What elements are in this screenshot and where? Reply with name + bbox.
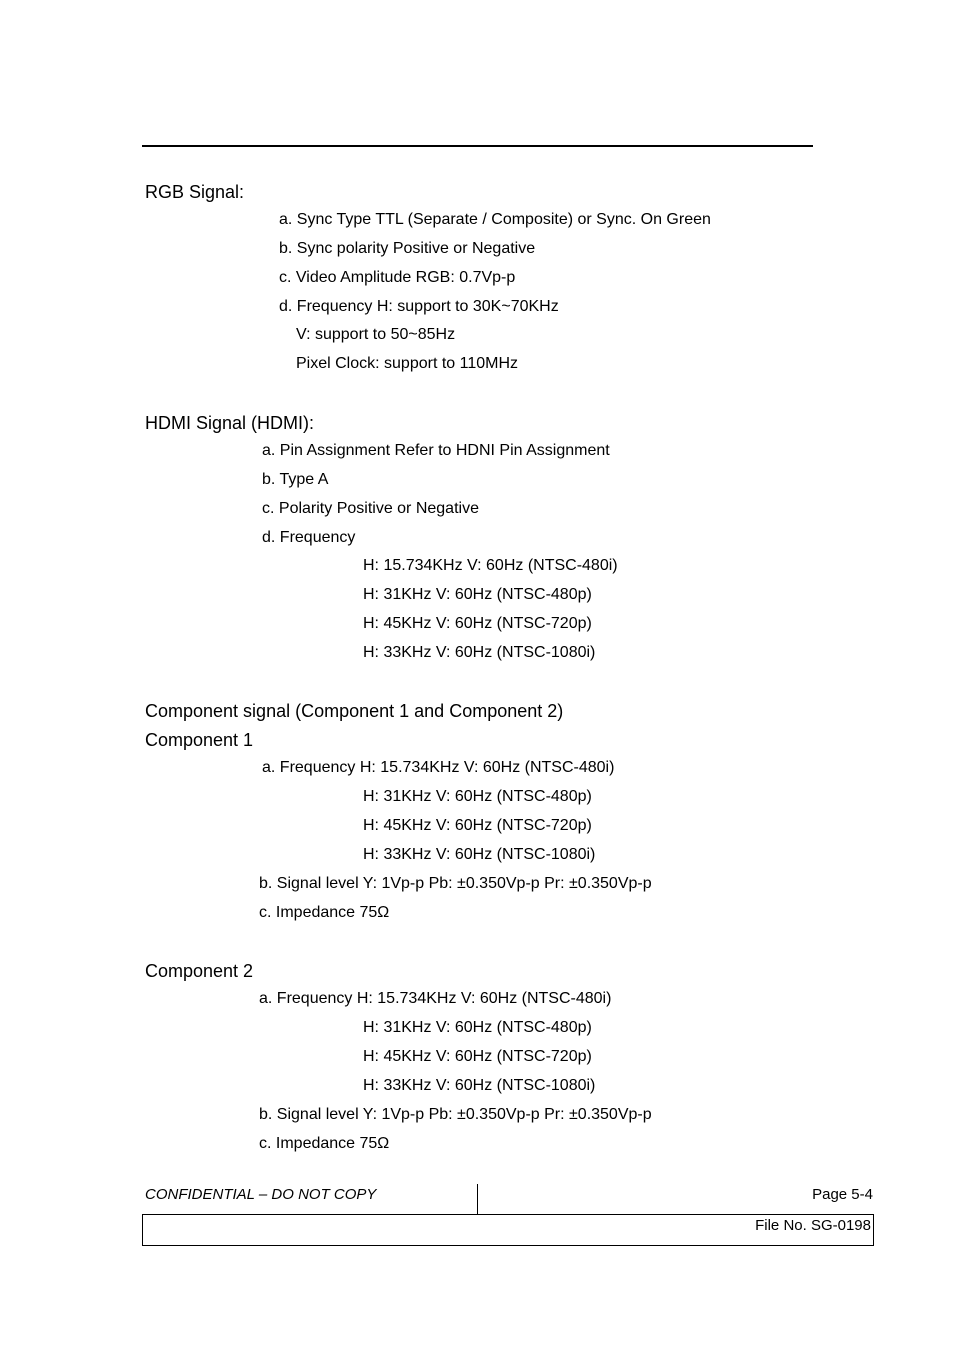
component1-impedance: c. Impedance 75Ω bbox=[259, 904, 390, 921]
component1-frequency-1080i: H: 33KHz V: 60Hz (NTSC-1080i) bbox=[363, 846, 596, 863]
component1-frequency: a. Frequency H: 15.734KHz V: 60Hz (NTSC-480i) bbox=[262, 759, 615, 776]
component1-frequency-480p: H: 31KHz V: 60Hz (NTSC-480p) bbox=[363, 788, 592, 805]
hdmi-frequency-480p: H: 31KHz V: 60Hz (NTSC-480p) bbox=[363, 586, 592, 603]
hdmi-item-polarity: c. Polarity Positive or Negative bbox=[262, 500, 479, 517]
rgb-item-sync-polarity: b. Sync polarity Positive or Negative bbox=[279, 240, 536, 257]
rgb-item-sync-type: a. Sync Type TTL (Separate / Composite) or Sync. On Green bbox=[279, 211, 711, 228]
component2-frequency-720p: H: 45KHz V: 60Hz (NTSC-720p) bbox=[363, 1048, 592, 1065]
rgb-heading: RGB Signal: bbox=[145, 182, 245, 202]
hdmi-item-pin-assignment: a. Pin Assignment Refer to HDNI Pin Assignment bbox=[262, 442, 610, 459]
component2-signal-level: b. Signal level Y: 1Vp-p Pb: ±0.350Vp-p Pr: ±0.350Vp-p bbox=[259, 1106, 652, 1123]
hdmi-frequency-1080i: H: 33KHz V: 60Hz (NTSC-1080i) bbox=[363, 644, 596, 661]
hdmi-item-type: b. Type A bbox=[262, 471, 329, 488]
component2-frequency: a. Frequency H: 15.734KHz V: 60Hz (NTSC-480i) bbox=[259, 990, 612, 1007]
component-heading: Component signal (Component 1 and Component 2) bbox=[145, 701, 564, 721]
component1-frequency-720p: H: 45KHz V: 60Hz (NTSC-720p) bbox=[363, 817, 592, 834]
component2-frequency-1080i: H: 33KHz V: 60Hz (NTSC-1080i) bbox=[363, 1077, 596, 1094]
rgb-item-frequency-v: V: support to 50~85Hz bbox=[296, 326, 456, 343]
component1-signal-level: b. Signal level Y: 1Vp-p Pb: ±0.350Vp-p Pr: ±0.350Vp-p bbox=[259, 875, 652, 892]
rgb-item-pixel-clock: Pixel Clock: support to 110MHz bbox=[296, 355, 519, 372]
rgb-item-video-amplitude: c. Video Amplitude RGB: 0.7Vp-p bbox=[279, 269, 516, 286]
hdmi-frequency-480i: H: 15.734KHz V: 60Hz (NTSC-480i) bbox=[363, 557, 618, 574]
component2-frequency-480p: H: 31KHz V: 60Hz (NTSC-480p) bbox=[363, 1019, 592, 1036]
hdmi-heading: HDMI Signal (HDMI): bbox=[145, 413, 315, 433]
page-number: Page 5-4 bbox=[812, 1186, 873, 1203]
component1-heading: Component 1 bbox=[145, 730, 254, 750]
footer-divider bbox=[477, 1184, 478, 1214]
file-number: File No. SG-0198 bbox=[755, 1217, 871, 1234]
hdmi-item-frequency: d. Frequency bbox=[262, 529, 356, 546]
component2-heading: Component 2 bbox=[145, 961, 254, 981]
footer-box bbox=[142, 1214, 874, 1246]
component2-impedance: c. Impedance 75Ω bbox=[259, 1135, 390, 1152]
rgb-item-frequency-h: d. Frequency H: support to 30K~70KHz bbox=[279, 298, 559, 315]
header-rule bbox=[142, 145, 813, 147]
confidential-notice: CONFIDENTIAL – DO NOT COPY bbox=[145, 1186, 377, 1203]
hdmi-frequency-720p: H: 45KHz V: 60Hz (NTSC-720p) bbox=[363, 615, 592, 632]
